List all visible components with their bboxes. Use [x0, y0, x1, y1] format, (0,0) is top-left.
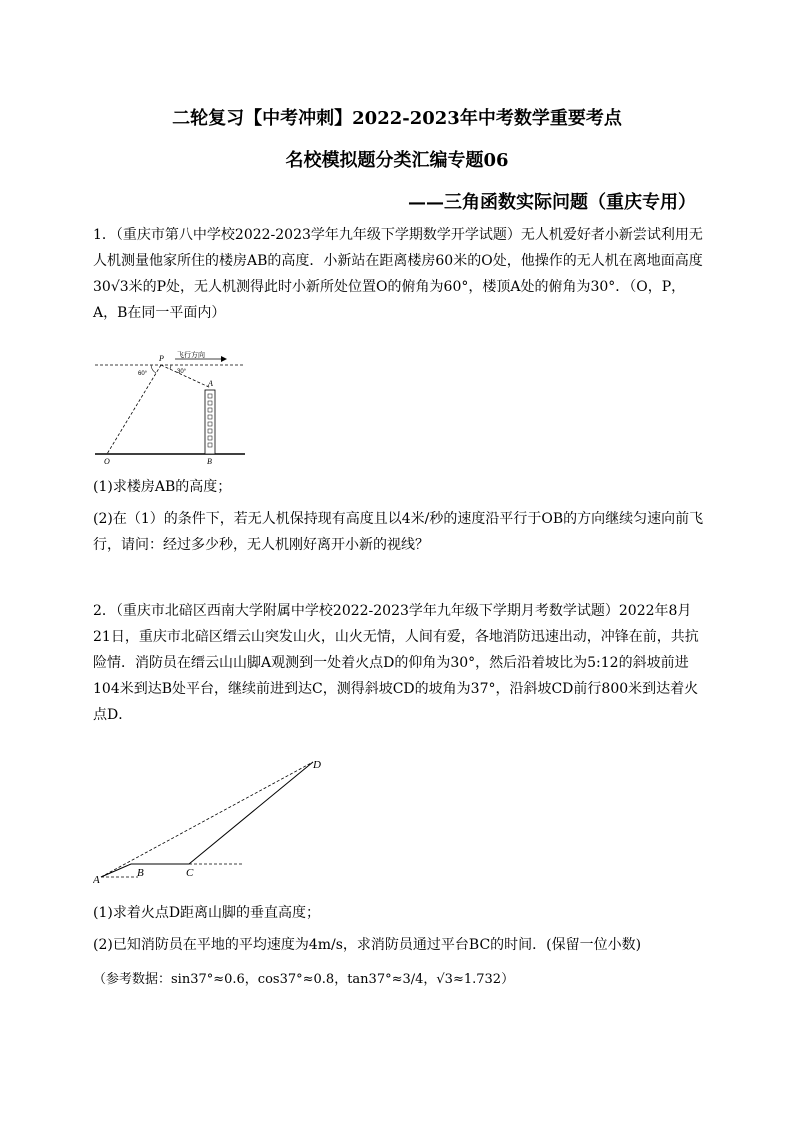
question-2-sub-1: (1)求着火点D距离山脚的垂直高度；	[93, 905, 321, 921]
label-a: A	[208, 379, 213, 388]
label-b: B	[207, 457, 212, 466]
label-60: 60°	[138, 371, 148, 377]
question-1-figure	[93, 348, 253, 468]
label-p: P	[159, 354, 164, 363]
question-2-text: 2．（重庆市北碚区西南大学附属中学校2022-2023学年九年级下学期月考数学试题）2022年8月21日，重庆市北碚区缙云山突发山火，山火无情，人间有爱，各地消防迅速出动，冲锋在前，共抗险情．消防员在缙云山山脚A观测到一处着火点D的仰角为30°，然后沿着坡比为5:12的斜坡前进104米到达B处平台，继续前进到达C，测得斜坡CD的坡角为37°，沿斜坡CD前行800米到达着火点D．	[93, 603, 699, 723]
label-b: B	[137, 867, 144, 879]
question-2-figure	[93, 756, 333, 886]
reference-data: （参考数据：sin37°≈0.6，cos37°≈0.8，tan37°≈3/4，√3≈1.732）	[93, 972, 515, 987]
label-o: O	[104, 457, 110, 466]
title-line-1: 二轮复习【中考冲刺】2022-2023年中考数学重要考点	[172, 108, 622, 129]
question-1-sub-2: (2)在（1）的条件下，若无人机保持现有高度且以4米/秒的速度沿平行于OB的方向继续匀速向前飞行，请问：经过多少秒，无人机刚好离开小新的视线？	[93, 511, 704, 553]
angle-arc-30	[170, 365, 171, 369]
arrow-head-icon	[221, 356, 227, 362]
question-2-sub-2: (2)已知消防员在平地的平均速度为4m/s，求消防员通过平台BC的时间．(保留一位小数)	[93, 937, 642, 953]
angle-arc-60	[151, 365, 156, 373]
line-ad	[101, 762, 313, 877]
label-30: 30°	[177, 369, 187, 375]
question-1-sub-1: (1)求楼房AB的高度；	[93, 479, 232, 495]
line-po	[107, 365, 161, 454]
title-line-2: 名校模拟题分类汇编专题06	[285, 150, 509, 171]
label-d: D	[313, 759, 321, 771]
title-line-3: ——三角函数实际问题（重庆专用）	[408, 192, 696, 213]
slope-ab	[101, 864, 131, 877]
label-a: A	[93, 874, 100, 886]
label-direction: 飞行方向	[177, 351, 205, 359]
label-c: C	[186, 867, 194, 879]
question-1-text: 1．（重庆市第八中学校2022-2023学年九年级下学期数学开学试题）无人机爱好者小新尝试利用无人机测量他家所住的楼房AB的高度．小新站在距离楼房60米的O处，他操作的无人机在离地面高度30√3米的P处，无人机测得此时小新所处位置O的俯角为60°，楼顶A处的俯角为30°．（O，P，A，B在同一平面内）	[93, 227, 703, 321]
slope-cd	[189, 762, 313, 864]
